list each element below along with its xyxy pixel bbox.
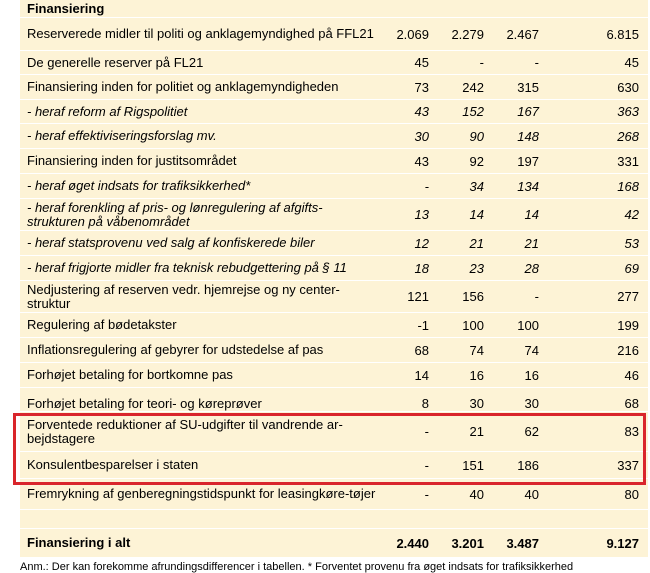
row-total: 331 xyxy=(617,153,639,169)
table-row xyxy=(20,231,648,256)
row-value-2: 151 xyxy=(462,457,484,473)
row-value-3: 28 xyxy=(524,260,539,276)
row-total: 630 xyxy=(617,79,639,95)
table-row xyxy=(20,51,648,75)
row-label: Finansiering inden for politiet og anklagemyndigheden xyxy=(27,79,339,94)
row-value-1: - xyxy=(424,178,429,194)
row-value-3: 16 xyxy=(524,367,539,383)
table-row xyxy=(20,363,648,388)
row-label: Reserverede midler til politi og anklagemyndighed på FFL21 xyxy=(27,26,374,41)
table-header-label: Finansiering xyxy=(27,0,105,16)
row-label: Finansiering i alt xyxy=(27,535,131,550)
row-total: 216 xyxy=(617,342,639,358)
row-value-1: 13 xyxy=(414,207,429,222)
row-value-1: -1 xyxy=(417,317,429,333)
row-total: 268 xyxy=(617,128,639,144)
row-total: 6.815 xyxy=(606,26,639,42)
row-total: 199 xyxy=(617,317,639,333)
row-value-2: 16 xyxy=(469,367,484,383)
finance-table xyxy=(20,0,648,558)
row-value-3: 14 xyxy=(524,207,539,222)
row-label: - heraf øget indsats for trafiksikkerhed* xyxy=(27,178,251,193)
row-value-3: - xyxy=(534,55,539,70)
row-value-1: - xyxy=(424,486,429,502)
row-value-2: 242 xyxy=(462,79,484,95)
row-label: Konsulentbesparelser i staten xyxy=(27,457,199,472)
row-total: 83 xyxy=(624,424,639,439)
row-value-2: 23 xyxy=(469,260,484,276)
row-value-2: 92 xyxy=(469,153,484,169)
row-total: 337 xyxy=(617,457,639,473)
row-label: De generelle reserver på FL21 xyxy=(27,54,204,70)
table-row xyxy=(20,281,648,313)
row-value-2: 21 xyxy=(469,235,484,251)
row-total: 46 xyxy=(624,367,639,383)
row-value-1: 121 xyxy=(407,289,429,304)
row-total: 42 xyxy=(624,207,639,222)
table-row xyxy=(20,100,648,124)
row-value-1: 30 xyxy=(414,128,429,144)
row-value-3: 148 xyxy=(517,128,539,144)
row-label: Forventede reduktioner af SU-udgifter til vandrende ar-bejdstagere xyxy=(27,416,343,446)
row-value-1: 8 xyxy=(421,396,429,411)
row-value-2: 90 xyxy=(469,128,484,144)
row-value-2: 100 xyxy=(462,317,484,333)
row-value-1: 2.440 xyxy=(396,535,429,551)
row-value-1: 43 xyxy=(414,104,429,119)
row-value-2: 21 xyxy=(469,424,484,439)
row-value-2: 152 xyxy=(462,104,484,119)
footnote: Anm.: Der kan forekomme afrundingsdifferencer i tabellen. * Forventet provenu fra øget indsats for trafiksikkerhed xyxy=(20,561,574,573)
row-value-1: - xyxy=(424,457,429,473)
table-row xyxy=(20,388,648,412)
row-label: - heraf frigjorte midler fra teknisk rebudgettering på § 11 xyxy=(27,260,347,275)
row-label: Nedjustering af reserven vedr. hjemrejse og ny center-struktur xyxy=(27,281,340,311)
row-value-3: 315 xyxy=(517,79,539,95)
row-value-2: - xyxy=(479,55,484,70)
row-total: 68 xyxy=(624,396,639,411)
row-label: Finansiering inden for justitsområdet xyxy=(27,153,237,168)
row-value-1: 18 xyxy=(414,260,429,276)
row-value-2: 2.279 xyxy=(451,26,484,42)
row-value-2: 3.201 xyxy=(451,535,484,551)
row-total: 9.127 xyxy=(606,535,639,551)
table-row xyxy=(20,174,648,199)
row-value-1: 43 xyxy=(414,153,429,169)
row-value-3: 2.467 xyxy=(506,26,539,42)
row-value-1: 2.069 xyxy=(396,26,429,42)
row-label: Forhøjet betaling for bortkomne pas xyxy=(27,367,233,382)
row-value-1: 12 xyxy=(414,235,429,251)
table-row xyxy=(20,18,648,51)
row-value-1: - xyxy=(424,424,429,439)
table-row xyxy=(20,479,648,510)
table-row xyxy=(20,452,648,479)
row-total: 80 xyxy=(624,486,639,502)
row-value-2: 34 xyxy=(469,178,484,194)
table-row xyxy=(20,124,648,149)
row-value-3: 167 xyxy=(517,104,539,119)
row-total: 45 xyxy=(624,55,639,70)
row-label: - heraf forenkling af pris- og lønregulering af afgifts-strukturen på våbenområdet xyxy=(27,199,323,229)
row-value-3: 3.487 xyxy=(506,535,539,551)
row-label: Inflationsregulering af gebyrer for udstedelse af pas xyxy=(27,342,324,357)
table-row xyxy=(20,199,648,231)
row-value-3: 62 xyxy=(524,424,539,439)
table-row xyxy=(20,313,648,338)
table-row xyxy=(20,412,648,452)
row-label: - heraf reform af Rigspolitiet xyxy=(27,103,188,119)
row-label: - heraf effektiviseringsforslag mv. xyxy=(27,128,217,143)
row-value-1: 68 xyxy=(414,342,429,358)
row-value-1: 73 xyxy=(414,79,429,95)
row-value-2: 40 xyxy=(469,486,484,502)
row-total: 53 xyxy=(624,235,639,251)
row-value-1: 14 xyxy=(414,367,429,383)
row-value-3: - xyxy=(534,289,539,304)
row-label: Fremrykning af genberegningstidspunkt for leasingkøre-tøjer xyxy=(27,486,376,501)
row-value-3: 186 xyxy=(517,457,539,473)
row-value-1: 45 xyxy=(414,55,429,70)
table-row xyxy=(20,338,648,363)
row-label: Regulering af bødetakster xyxy=(27,317,177,332)
table-row xyxy=(20,256,648,281)
row-value-3: 74 xyxy=(524,342,539,358)
table-row xyxy=(20,75,648,100)
row-label: Forhøjet betaling for teori- og køreprøver xyxy=(27,396,262,411)
row-value-3: 197 xyxy=(517,153,539,169)
table-row xyxy=(20,149,648,174)
row-value-2: 14 xyxy=(469,207,484,222)
row-value-2: 30 xyxy=(469,396,484,411)
table-header-row xyxy=(20,0,648,18)
table-total-row xyxy=(20,529,648,558)
row-value-3: 40 xyxy=(524,486,539,502)
row-value-3: 30 xyxy=(524,396,539,411)
row-value-3: 21 xyxy=(524,235,539,251)
row-value-3: 134 xyxy=(517,178,539,194)
row-value-2: 156 xyxy=(462,289,484,304)
row-value-3: 100 xyxy=(517,317,539,333)
row-label: - heraf statsprovenu ved salg af konfiskerede biler xyxy=(27,235,315,250)
row-value-2: 74 xyxy=(469,342,484,358)
row-total: 168 xyxy=(617,178,639,194)
row-total: 363 xyxy=(617,104,639,119)
row-total: 69 xyxy=(624,260,639,276)
row-total: 277 xyxy=(617,289,639,304)
table-row-spacer xyxy=(20,510,648,529)
